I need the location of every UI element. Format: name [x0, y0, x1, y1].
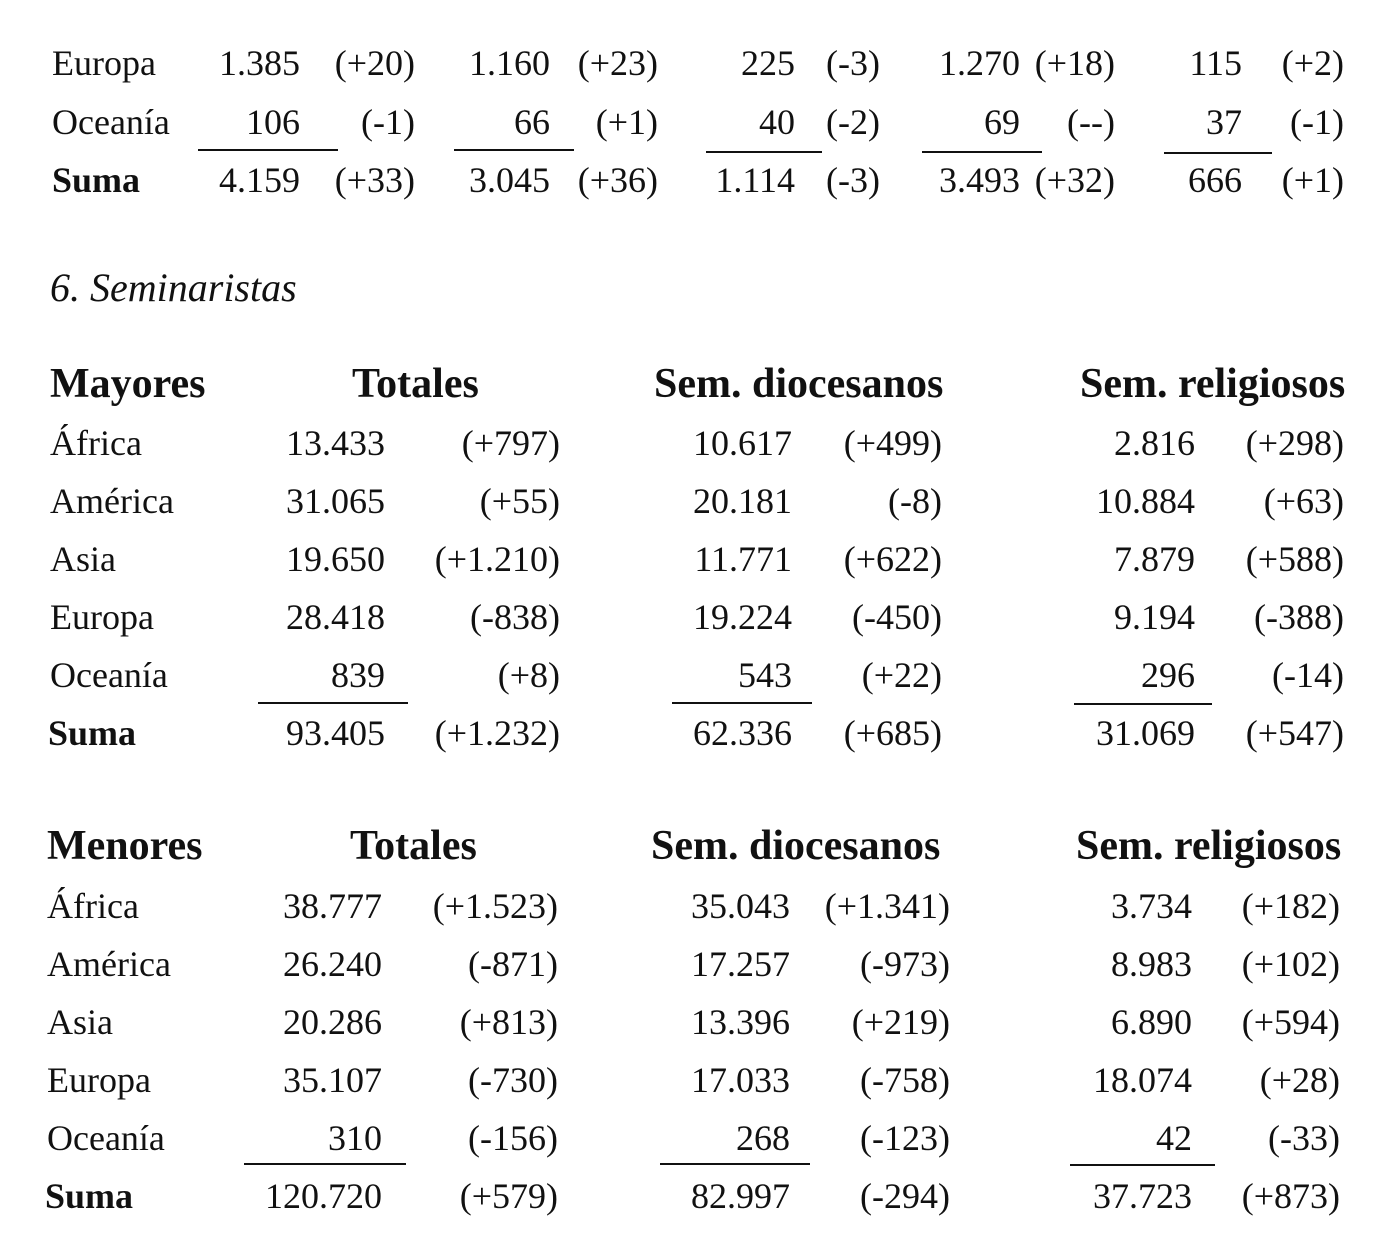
row-label: Suma [52, 160, 141, 200]
cell-change: (-838) [470, 597, 560, 637]
cell-value: 839 [331, 655, 385, 695]
cell-change: (+685) [843, 713, 942, 753]
row-label: Europa [47, 1060, 151, 1100]
table-row [0, 414, 1400, 472]
cell-change: (-871) [468, 944, 558, 984]
cell-change: (+182) [1241, 886, 1340, 926]
column-header-religiosos: Sem. religiosos [1076, 823, 1342, 869]
cell-change: (+63) [1263, 481, 1344, 521]
cell-change: (-388) [1254, 597, 1344, 637]
row-label: África [47, 886, 139, 926]
cell-value: 10.884 [1096, 481, 1195, 521]
cell-change: (+1) [1281, 160, 1344, 200]
cell-change: (+36) [577, 160, 658, 200]
table-row [0, 993, 1400, 1051]
cell-value: 296 [1141, 655, 1195, 695]
cell-change: (+1) [595, 102, 658, 142]
cell-change: (+873) [1241, 1176, 1340, 1216]
cell-value: 1.160 [469, 43, 550, 83]
cell-value: 7.879 [1114, 539, 1195, 579]
row-label: Asia [47, 1002, 113, 1042]
cell-value: 35.043 [691, 886, 790, 926]
cell-value: 6.890 [1111, 1002, 1192, 1042]
cell-change: (+33) [334, 160, 415, 200]
cell-value: 26.240 [283, 944, 382, 984]
table-row [0, 1051, 1400, 1109]
sum-rule [1070, 1164, 1215, 1166]
cell-change: (-8) [888, 481, 942, 521]
cell-value: 38.777 [283, 886, 382, 926]
section-title: 6. Seminaristas [50, 265, 297, 310]
table-row [0, 877, 1400, 935]
cell-change: (-294) [860, 1176, 950, 1216]
cell-value: 4.159 [219, 160, 300, 200]
cell-change: (-123) [860, 1118, 950, 1158]
table-header-label: Menores [47, 823, 203, 869]
sum-rule [244, 1163, 406, 1165]
row-label: América [50, 481, 174, 521]
cell-change: (+579) [459, 1176, 558, 1216]
cell-change: (-33) [1268, 1118, 1340, 1158]
cell-value: 9.194 [1114, 597, 1195, 637]
cell-change: (-3) [826, 160, 880, 200]
cell-value: 37 [1206, 102, 1242, 142]
cell-change: (+813) [459, 1002, 558, 1042]
cell-change: (+298) [1245, 423, 1344, 463]
cell-value: 19.224 [693, 597, 792, 637]
cell-change: (+32) [1034, 160, 1115, 200]
column-header-totales: Totales [350, 823, 477, 869]
cell-change: (-730) [468, 1060, 558, 1100]
cell-change: (-1) [1290, 102, 1344, 142]
cell-value: 17.033 [691, 1060, 790, 1100]
row-label: Europa [50, 597, 154, 637]
cell-value: 40 [759, 102, 795, 142]
table-row [0, 1109, 1400, 1167]
cell-value: 225 [741, 43, 795, 83]
row-label: Oceanía [50, 655, 168, 695]
cell-change: (+28) [1259, 1060, 1340, 1100]
cell-value: 31.065 [286, 481, 385, 521]
row-label: Asia [50, 539, 116, 579]
cell-value: 543 [738, 655, 792, 695]
row-label: Suma [48, 713, 137, 753]
cell-value: 69 [984, 102, 1020, 142]
table-row [0, 530, 1400, 588]
cell-value: 115 [1189, 43, 1242, 83]
table-row-total [0, 1167, 1400, 1225]
table-row [0, 34, 1400, 92]
cell-value: 3.045 [469, 160, 550, 200]
cell-change: (+20) [334, 43, 415, 83]
cell-change: (+547) [1245, 713, 1344, 753]
cell-value: 10.617 [693, 423, 792, 463]
cell-change: (+55) [479, 481, 560, 521]
table-row [0, 588, 1400, 646]
cell-change: (+22) [861, 655, 942, 695]
cell-value: 20.286 [283, 1002, 382, 1042]
row-label: Oceanía [47, 1118, 165, 1158]
cell-change: (-1) [361, 102, 415, 142]
cell-change: (-14) [1272, 655, 1344, 695]
cell-change: (-3) [826, 43, 880, 83]
cell-change: (+219) [851, 1002, 950, 1042]
cell-value: 93.405 [286, 713, 385, 753]
row-label: Europa [52, 43, 156, 83]
table-row [0, 646, 1400, 704]
cell-value: 37.723 [1093, 1176, 1192, 1216]
table-header-label: Mayores [50, 361, 206, 407]
cell-change: (-2) [826, 102, 880, 142]
cell-change: (-758) [860, 1060, 950, 1100]
cell-value: 1.385 [219, 43, 300, 83]
cell-value: 120.720 [265, 1176, 382, 1216]
cell-change: (-450) [852, 597, 942, 637]
cell-change: (-156) [468, 1118, 558, 1158]
cell-value: 3.734 [1111, 886, 1192, 926]
cell-value: 18.074 [1093, 1060, 1192, 1100]
cell-value: 82.997 [691, 1176, 790, 1216]
table-row [0, 93, 1400, 151]
cell-value: 13.396 [691, 1002, 790, 1042]
cell-value: 1.270 [939, 43, 1020, 83]
cell-value: 3.493 [939, 160, 1020, 200]
table-row [0, 472, 1400, 530]
column-header-religiosos: Sem. religiosos [1080, 361, 1346, 407]
cell-change: (+622) [843, 539, 942, 579]
cell-change: (+594) [1241, 1002, 1340, 1042]
column-header-diocesanos: Sem. diocesanos [654, 361, 944, 407]
cell-change: (-973) [860, 944, 950, 984]
cell-value: 20.181 [693, 481, 792, 521]
cell-change: (+2) [1281, 43, 1344, 83]
cell-change: (+8) [497, 655, 560, 695]
cell-value: 2.816 [1114, 423, 1195, 463]
cell-value: 11.771 [694, 539, 792, 579]
cell-change: (+18) [1034, 43, 1115, 83]
cell-change: (+1.210) [434, 539, 560, 579]
cell-value: 268 [736, 1118, 790, 1158]
row-label: África [50, 423, 142, 463]
cell-value: 13.433 [286, 423, 385, 463]
table-row-total [0, 151, 1400, 209]
cell-value: 106 [246, 102, 300, 142]
cell-value: 42 [1156, 1118, 1192, 1158]
cell-change: (+1.232) [434, 713, 560, 753]
cell-change: (+797) [461, 423, 560, 463]
column-header-diocesanos: Sem. diocesanos [651, 823, 941, 869]
cell-change: (+499) [843, 423, 942, 463]
cell-value: 8.983 [1111, 944, 1192, 984]
table-row [0, 935, 1400, 993]
cell-change: (+23) [577, 43, 658, 83]
row-label: Oceanía [52, 102, 170, 142]
cell-change: (--) [1067, 102, 1115, 142]
cell-value: 1.114 [715, 160, 795, 200]
cell-change: (+1.341) [824, 886, 950, 926]
row-label: América [47, 944, 171, 984]
cell-value: 66 [514, 102, 550, 142]
cell-value: 28.418 [286, 597, 385, 637]
cell-change: (+102) [1241, 944, 1340, 984]
cell-value: 62.336 [693, 713, 792, 753]
column-header-totales: Totales [352, 361, 479, 407]
cell-change: (+588) [1245, 539, 1344, 579]
cell-value: 35.107 [283, 1060, 382, 1100]
sum-rule [660, 1163, 810, 1165]
cell-value: 666 [1188, 160, 1242, 200]
cell-value: 31.069 [1096, 713, 1195, 753]
cell-change: (+1.523) [432, 886, 558, 926]
table-row-total [0, 704, 1400, 762]
row-label: Suma [45, 1176, 134, 1216]
cell-value: 19.650 [286, 539, 385, 579]
cell-value: 310 [328, 1118, 382, 1158]
cell-value: 17.257 [691, 944, 790, 984]
